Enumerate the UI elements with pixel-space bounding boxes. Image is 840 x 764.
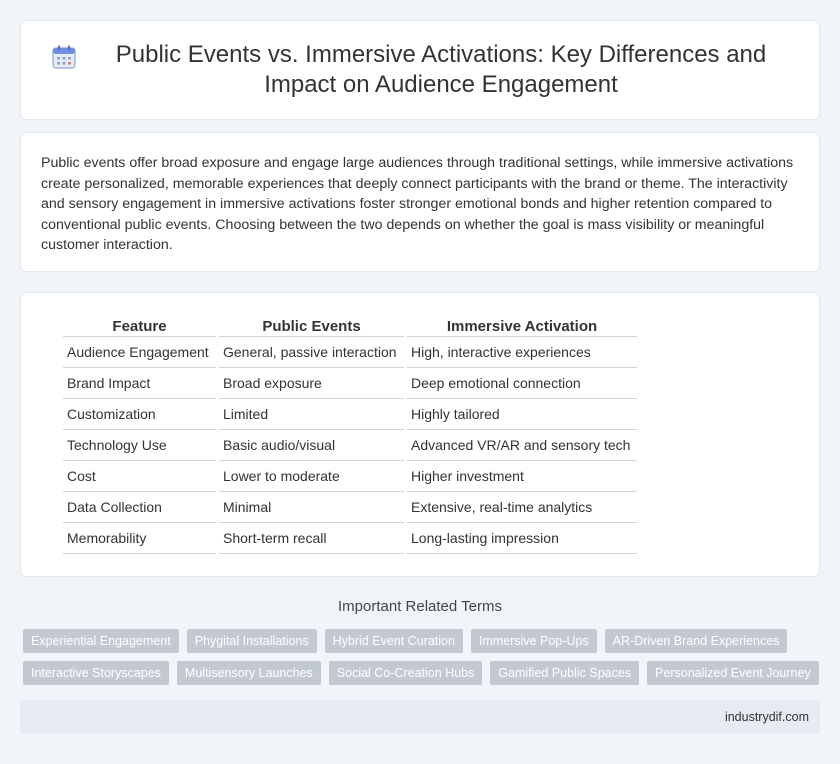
table-cell: Cost (63, 461, 216, 492)
related-term-chip[interactable]: AR-Driven Brand Experiences (605, 629, 788, 653)
related-term-chip[interactable]: Immersive Pop-Ups (471, 629, 597, 653)
table-row (63, 337, 637, 368)
summary-text: Public events offer broad exposure and engage large audiences through traditional settings, while immersive activations create personalized, memorable experiences that deeply connect participants with the brand or theme. The interactivity and sensory engagement in immersive activations foster stronger emotional bonds and higher retention compared to conventional public events. Choosing between the two depends on whether the goal is mass visibility or meaningful customer interaction. (41, 155, 794, 253)
table-cell: Short-term recall (219, 523, 404, 554)
table-cell: General, passive interaction (219, 337, 404, 368)
table-cell: Advanced VR/AR and sensory tech (407, 430, 637, 461)
page-title: Public Events vs. Immersive Activations: Key Differences and Impact on Audience Engagement (115, 41, 767, 98)
related-terms-row (23, 629, 813, 653)
related-term-chip[interactable]: Phygital Installations (187, 629, 317, 653)
related-term-chip[interactable]: Interactive Storyscapes (23, 661, 169, 685)
table-cell: Data Collection (63, 492, 216, 523)
related-term-chip[interactable]: Social Co-Creation Hubs (329, 661, 483, 685)
table-row (63, 492, 637, 523)
table-row (63, 368, 637, 399)
table-cell: Highly tailored (407, 399, 637, 430)
table-cell: Long-lasting impression (407, 523, 637, 554)
table-cell: Broad exposure (219, 368, 404, 399)
table-row (63, 523, 637, 554)
table-cell: Memorability (63, 523, 216, 554)
related-term-chip[interactable]: Experiential Engagement (23, 629, 179, 653)
related-term-chip[interactable]: Multisensory Launches (177, 661, 321, 685)
table-cell: Limited (219, 399, 404, 430)
calendar-icon (51, 44, 77, 70)
related-terms-row (23, 661, 813, 685)
table-cell: Higher investment (407, 461, 637, 492)
footer-site-link[interactable]: industrydif.com (724, 710, 809, 724)
column-header-immersive-activation: Immersive Activation (407, 315, 637, 337)
comparison-table (60, 315, 640, 554)
related-term-chip[interactable]: Hybrid Event Curation (325, 629, 463, 653)
table-header-row (63, 315, 637, 337)
comparison-card (20, 292, 820, 577)
table-row (63, 461, 637, 492)
column-header-public-events: Public Events (219, 315, 404, 337)
footer (20, 700, 820, 734)
table-cell: Basic audio/visual (219, 430, 404, 461)
related-terms-title: Important Related Terms (338, 598, 502, 615)
related-term-chip[interactable]: Personalized Event Journey (647, 661, 819, 685)
table-row (63, 430, 637, 461)
related-term-chip[interactable]: Gamified Public Spaces (490, 661, 639, 685)
table-cell: Technology Use (63, 430, 216, 461)
title-card (20, 20, 820, 120)
table-cell: Customization (63, 399, 216, 430)
table-cell: Audience Engagement (63, 337, 216, 368)
table-cell: Brand Impact (63, 368, 216, 399)
summary-card (20, 132, 820, 272)
table-cell: Deep emotional connection (407, 368, 637, 399)
related-terms (23, 629, 813, 693)
table-cell: Lower to moderate (219, 461, 404, 492)
column-header-feature: Feature (63, 315, 216, 337)
table-cell: High, interactive experiences (407, 337, 637, 368)
table-cell: Extensive, real-time analytics (407, 492, 637, 523)
table-cell: Minimal (219, 492, 404, 523)
table-row (63, 399, 637, 430)
